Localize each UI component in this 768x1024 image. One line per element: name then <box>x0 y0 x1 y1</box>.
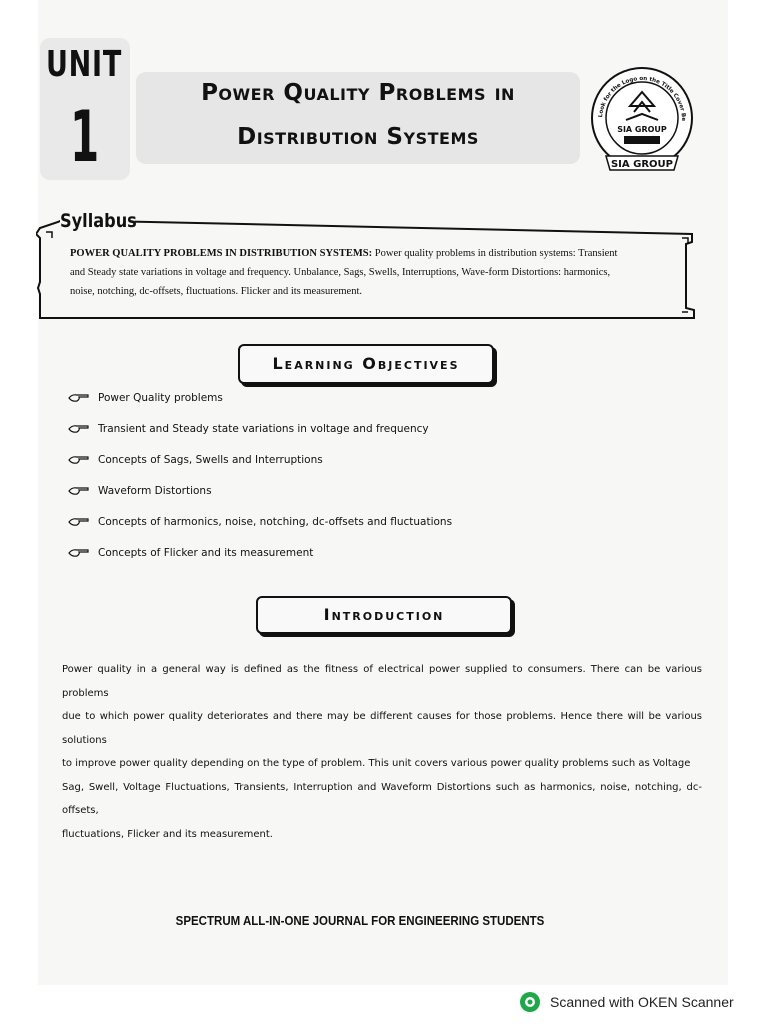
objectives-list <box>68 392 668 578</box>
learning-objectives-heading: Learning Objectives <box>238 344 494 384</box>
oken-scanner-icon <box>518 990 542 1014</box>
chapter-title-line-2: Distribution Systems <box>237 124 479 150</box>
journal-footer: SPECTRUM ALL-IN-ONE JOURNAL FOR ENGINEERING STUDENTS <box>175 914 545 928</box>
pointing-hand-icon <box>68 548 90 558</box>
syllabus-line-1: Power quality problems in distribution systems: Transient <box>372 248 618 259</box>
pointing-hand-icon <box>68 517 90 527</box>
introduction-paragraph <box>62 658 702 846</box>
list-item <box>68 392 668 423</box>
syllabus-text <box>70 244 690 301</box>
logo-ribbon-text: SIA GROUP <box>610 159 674 170</box>
syllabus-lead: POWER QUALITY PROBLEMS IN DISTRIBUTION SYSTEMS: <box>70 248 373 259</box>
list-item <box>68 516 668 547</box>
list-item <box>68 454 668 485</box>
list-item <box>68 423 668 454</box>
objective-text: Power Quality problems <box>98 392 223 404</box>
logo-text: SIA GROUP <box>617 125 667 134</box>
list-item <box>68 485 668 516</box>
pointing-hand-icon <box>68 393 90 403</box>
sia-group-logo <box>586 66 698 174</box>
intro-line-4: Sag, Swell, Voltage Fluctuations, Transients, Interruption and Waveform Distortions such as harmonics, noise, notching, dc-offsets, <box>62 781 702 816</box>
unit-number: 1 <box>70 96 100 178</box>
objective-text: Waveform Distortions <box>98 485 212 497</box>
syllabus-tab: Syllabus <box>60 210 135 236</box>
intro-line-2: due to which power quality deteriorates and there may be different causes for those problems. Hence there will be various solutions <box>62 711 702 746</box>
scanner-watermark <box>518 990 734 1014</box>
intro-line-1: Power quality in a general way is defined as the fitness of electrical power supplied to consumers. There can be various problems <box>62 664 702 699</box>
objective-text: Transient and Steady state variations in voltage and frequency <box>98 423 429 435</box>
objective-text: Concepts of harmonics, noise, notching, dc-offsets and fluctuations <box>98 516 453 528</box>
pointing-hand-icon <box>68 486 90 496</box>
chapter-title-line-1: Power Quality Problems in <box>201 80 515 106</box>
syllabus-line-3: noise, notching, dc-offsets, fluctuations. Flicker and its measurement. <box>70 286 362 297</box>
objective-text: Concepts of Sags, Swells and Interruptions <box>98 454 323 466</box>
scanner-text: Scanned with OKEN Scanner <box>550 994 734 1010</box>
logo-ring-text: Look for the Logo on the Title Cover Be <box>598 75 687 122</box>
syllabus-line-2: and Steady state variations in voltage and frequency. Unbalance, Sags, Swells, Interruptions, Wave-form Distortions: harmonics, <box>70 267 611 278</box>
pointing-hand-icon <box>68 455 90 465</box>
intro-line-5: fluctuations, Flicker and its measurement. <box>62 828 273 840</box>
list-item <box>68 547 668 578</box>
objective-text: Concepts of Flicker and its measurement <box>98 547 314 559</box>
introduction-heading: Introduction <box>256 596 512 634</box>
unit-label: UNIT <box>46 44 122 85</box>
intro-line-3: to improve power quality depending on the type of problem. This unit covers various power quality problems such as Voltage <box>62 758 691 769</box>
pointing-hand-icon <box>68 424 90 434</box>
